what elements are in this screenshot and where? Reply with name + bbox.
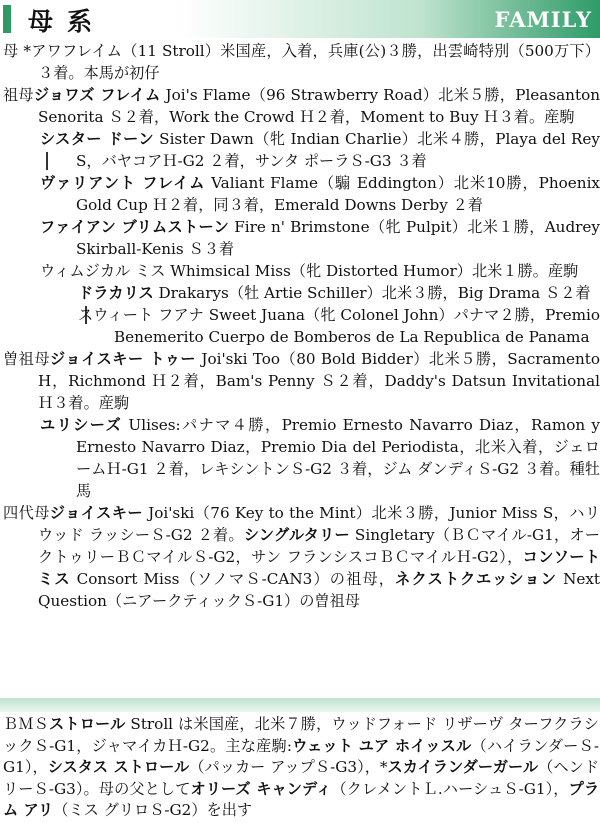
- bms-offspring-name: シスタス ストロール: [47, 758, 190, 777]
- produce-name: ファイアン ブリムストーン: [40, 218, 230, 236]
- bms-text: （ミス グリロＳ-G2）を出す: [53, 801, 253, 820]
- fourth-dam-name: ジョイスキー: [49, 504, 143, 522]
- bms-text: （ヘンドリーＳ-G3）。母の父として: [3, 758, 600, 798]
- descendant-name: ネクストクエッション: [395, 570, 558, 588]
- produce-text: Ulises:パナマ４勝，Premio Ernesto Navarro Diaz，Ramon y Ernesto Navarro Diaz，Premio Dia del Periodista，北米入着，ジェロームＨ-G1 ２着，レキシントンＳ-G2 ３着，ジム ダンディＳ-G2 ３着。種牡馬: [76, 416, 600, 500]
- descendant-name: シングルタリー: [243, 526, 350, 544]
- grand-produce-text: スウィート フアナ Sweet Juana（牝 Colonel John）パナマ２勝，Premio Benemerito Cuerpo de Bomberos de La Republica de Panama: [78, 306, 600, 346]
- bms-offspring-name: オリーズ キャンディ: [190, 779, 332, 798]
- produce-entry: [0, 260, 600, 282]
- third-dam-text: Joi'ski Too（80 Bold Bidder）北米５勝，Sacramento H，Richmond Ｈ２着，Bam's Penny Ｓ２着，Daddy's Datsun Invitational Ｈ３着。産駒: [38, 350, 600, 412]
- bms-text: （パッカー アップＳ-G3），*: [189, 758, 388, 777]
- produce-text: Sister Dawn（牝 Indian Charlie）北米４勝，Playa del Rey S，バヤコアＨ-G2 ２着，サンタ ポーラＳ-G3 ３着: [76, 130, 600, 170]
- bms-text: （ハイランダーＳ-G1），: [3, 736, 600, 777]
- grand-produce-list: [0, 282, 600, 348]
- descendant-text: Singletary（ＢＣマイル-G1，オークトゥリーＢＣマイルＳ-G2，サン フランシスコＢＣマイルＨ-G2），: [38, 526, 600, 566]
- granddam-text: Joi's Flame（96 Strawberry Road）北米５勝，Pleasanton Senorita Ｓ２着，Work the Crowd Ｈ２着，Moment to Buy Ｈ３着。産駒: [38, 86, 600, 126]
- produce-text: ウィムジカル ミス Whimsical Miss（牝 Distorted Humor）北米１勝。産駒: [40, 262, 579, 280]
- produce-text: Valiant Flame（騸 Eddington）北米10勝，Phoenix Gold Cup Ｈ２着，同３着，Emerald Downs Derby ２着: [76, 174, 600, 214]
- granddam-prefix: 祖母: [3, 86, 34, 104]
- granddam-entry: [0, 84, 600, 128]
- third-dam-name: ジョイスキー トゥー: [50, 350, 197, 368]
- fourth-dam-entry: [0, 502, 600, 612]
- produce-entry: [0, 216, 600, 260]
- produce-entry: [0, 414, 600, 502]
- descendant-text: Consort Miss（ソノマＳ-CAN3）の祖母，: [70, 570, 396, 588]
- bms-paragraph: [0, 714, 599, 822]
- descendant-text: Next Question（ニアークティックＳ-G1）の曽祖母: [38, 570, 600, 610]
- third-dam-entry: [0, 348, 600, 414]
- section-header: [0, 0, 600, 38]
- bms-offspring-name: スカイランダーガール: [387, 758, 539, 777]
- descendant-name: コンソート ミス: [38, 548, 600, 588]
- family-content: [0, 40, 600, 612]
- fourth-dam-prefix: 四代母: [3, 504, 50, 522]
- produce-entry: [0, 128, 600, 172]
- produce-entry: [0, 172, 600, 216]
- bms-offspring-name: プラム アリ: [3, 779, 600, 820]
- produce-text: Fire n' Brimstone（牝 Pulpit）北米１勝，Audrey Skirball-Kenis Ｓ３着: [76, 218, 600, 258]
- dam-prefix: 母: [3, 42, 24, 60]
- bms-prefix: ＢＭＳ: [3, 715, 50, 733]
- bms-text: （クレメントＬ.ハーシュＳ-G1），: [331, 779, 569, 798]
- grand-produce-entry: [0, 304, 600, 348]
- grand-produce-text: Drakarys（牡 Artie Schiller）北米３勝，Big Drama Ｓ２着: [153, 284, 591, 302]
- section-title: 母系: [28, 7, 107, 36]
- produce-name: シスター ドーン: [40, 130, 154, 148]
- bms-text: Stroll は米国産，北米７勝，ウッドフォード リザーヴ ターフクラシックＳ-G1，ジャマイカＨ-G2。主な産駒:: [3, 715, 599, 755]
- fourth-dam-text: Joi'ski（76 Key to the Mint）北米３勝，Junior Miss S，ハリウッド ラッシーＳ-G2 ２着。: [38, 504, 600, 544]
- bms-offspring-name: ウェット ユア ホイッスル: [292, 736, 472, 755]
- header-accent-bar: [3, 5, 11, 33]
- grand-produce-name: ドラカリス: [78, 284, 154, 302]
- section-title-english: FAMILY: [494, 7, 592, 32]
- bms-sire-name: ストロール: [49, 715, 126, 733]
- granddam-name: ジョワズ フレイム: [33, 86, 161, 104]
- section-divider: [0, 698, 600, 712]
- dam-entry: [0, 40, 600, 84]
- dam-text: *アワフレイム（11 Stroll）米国産，入着，兵庫(公)３勝，出雲崎特別（500万下）３着。本馬が初仔: [23, 42, 600, 82]
- produce-name: ユリシーズ: [40, 416, 123, 434]
- produce-name: ヴァリアント フレイム: [40, 174, 206, 192]
- third-dam-prefix: 曽祖母: [3, 350, 51, 368]
- granddam-produce-list: [0, 128, 600, 348]
- grand-produce-entry: [0, 282, 600, 304]
